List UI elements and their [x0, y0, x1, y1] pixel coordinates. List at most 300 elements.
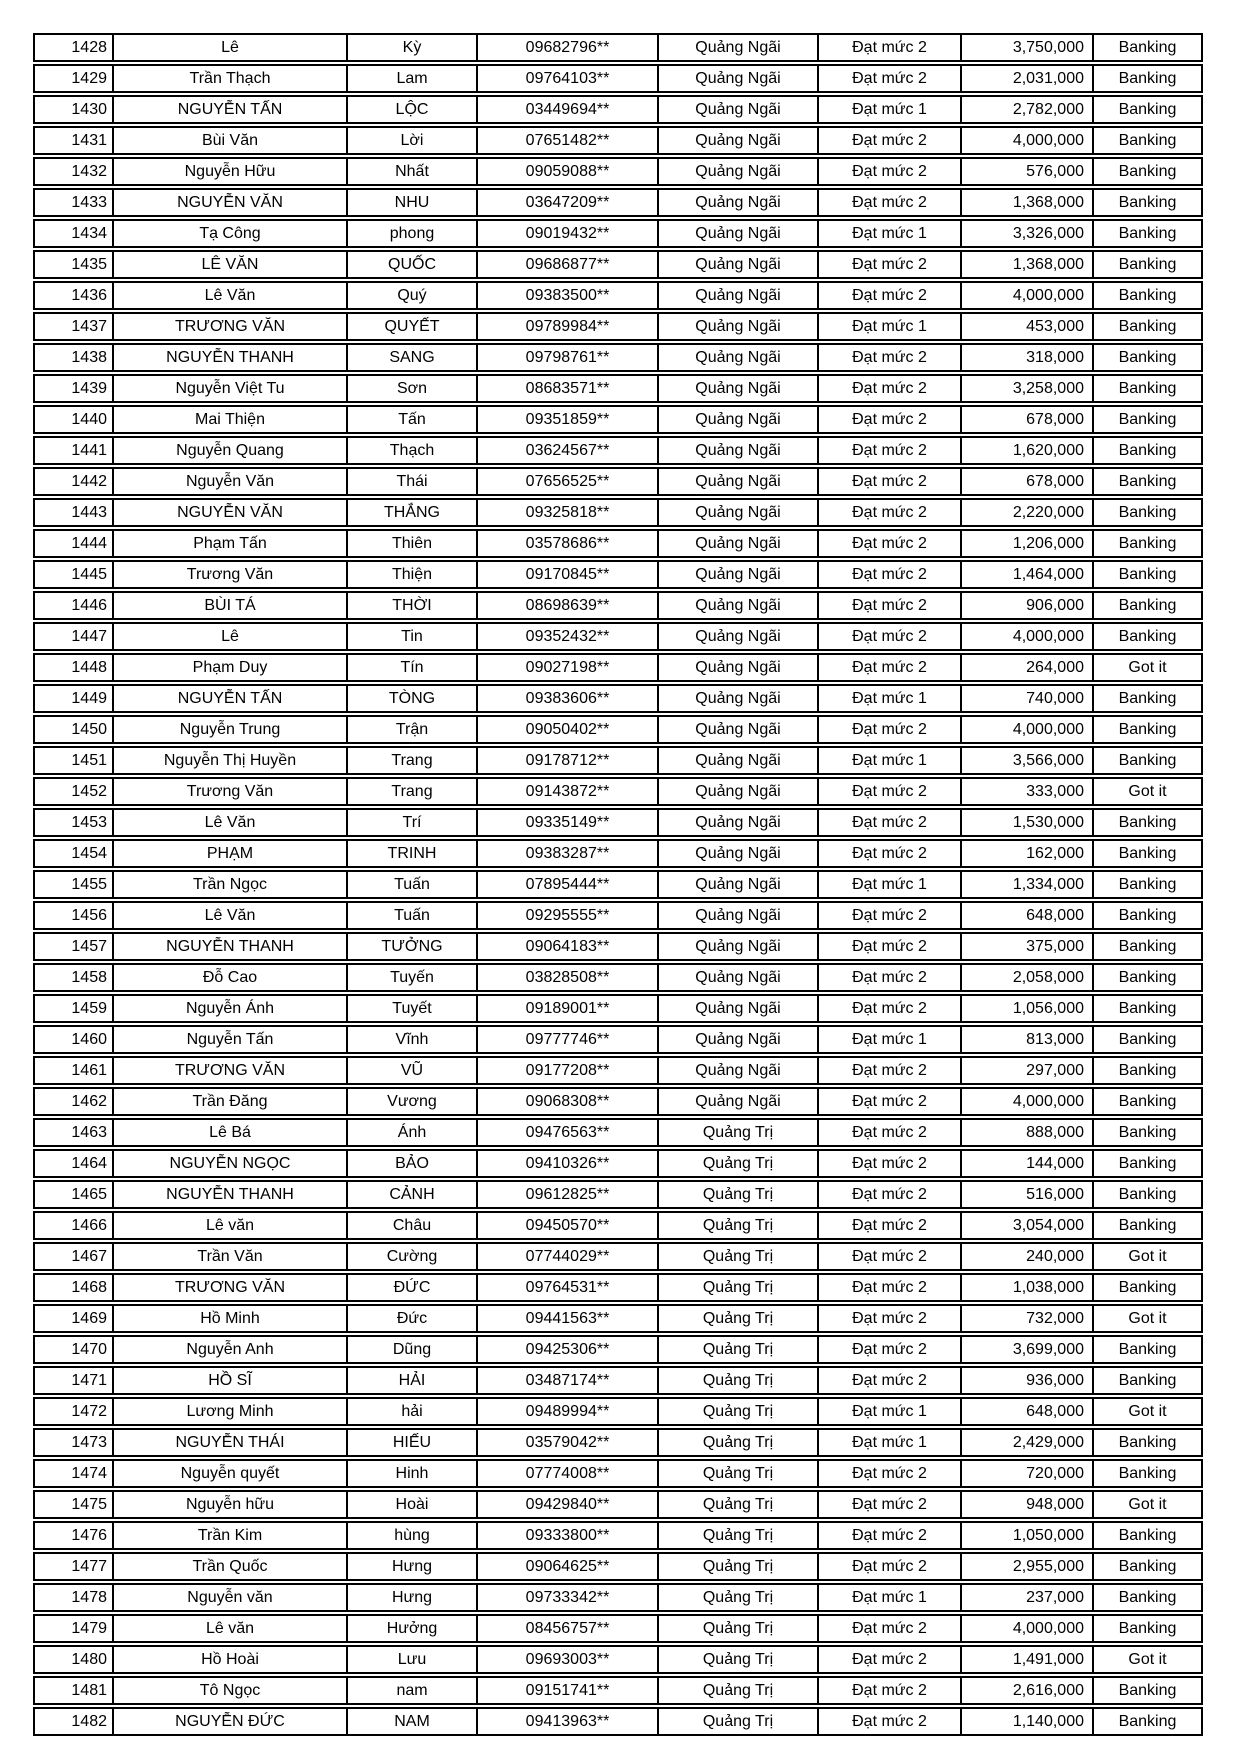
cell-amount: 516,000 [960, 1180, 1092, 1209]
cell-last-name: Lê [112, 622, 346, 651]
cell-first-name: NAM [346, 1707, 476, 1736]
table-row [33, 901, 1203, 930]
cell-level: Đạt mức 2 [817, 1552, 960, 1581]
cell-province: Quảng Ngãi [657, 343, 817, 372]
cell-last-name: Lê [112, 33, 346, 62]
cell-level: Đạt mức 2 [817, 1459, 960, 1488]
cell-last-name: Nguyễn Ánh [112, 994, 346, 1023]
cell-province: Quảng Ngãi [657, 188, 817, 217]
cell-amount: 240,000 [960, 1242, 1092, 1271]
cell-level: Đạt mức 2 [817, 405, 960, 434]
cell-level: Đạt mức 2 [817, 1242, 960, 1271]
cell-level: Đạt mức 2 [817, 622, 960, 651]
cell-phone: 09064183** [476, 932, 657, 961]
cell-first-name: Trang [346, 777, 476, 806]
cell-id: 1437 [33, 312, 112, 341]
cell-last-name: Trần Thạch [112, 64, 346, 93]
cell-id: 1446 [33, 591, 112, 620]
cell-amount: 678,000 [960, 467, 1092, 496]
cell-phone: 09764531** [476, 1273, 657, 1302]
cell-phone: 09489994** [476, 1397, 657, 1426]
cell-id: 1445 [33, 560, 112, 589]
cell-method: Banking [1092, 126, 1203, 155]
cell-first-name: Ánh [346, 1118, 476, 1147]
cell-amount: 1,620,000 [960, 436, 1092, 465]
table-row [33, 312, 1203, 341]
cell-id: 1454 [33, 839, 112, 868]
cell-phone: 09143872** [476, 777, 657, 806]
cell-phone: 09612825** [476, 1180, 657, 1209]
cell-id: 1479 [33, 1614, 112, 1643]
cell-last-name: Nguyễn hữu [112, 1490, 346, 1519]
cell-last-name: Phạm Duy [112, 653, 346, 682]
cell-method: Banking [1092, 715, 1203, 744]
cell-id: 1472 [33, 1397, 112, 1426]
cell-id: 1448 [33, 653, 112, 682]
cell-amount: 732,000 [960, 1304, 1092, 1333]
cell-id: 1474 [33, 1459, 112, 1488]
cell-level: Đạt mức 1 [817, 95, 960, 124]
cell-phone: 08456757** [476, 1614, 657, 1643]
cell-id: 1456 [33, 901, 112, 930]
cell-id: 1432 [33, 157, 112, 186]
cell-last-name: NGUYỄN ĐỨC [112, 1707, 346, 1736]
cell-level: Đạt mức 2 [817, 374, 960, 403]
cell-amount: 375,000 [960, 932, 1092, 961]
cell-amount: 4,000,000 [960, 1087, 1092, 1116]
cell-first-name: TRINH [346, 839, 476, 868]
cell-phone: 07744029** [476, 1242, 657, 1271]
cell-amount: 1,050,000 [960, 1521, 1092, 1550]
cell-amount: 1,491,000 [960, 1645, 1092, 1674]
cell-level: Đạt mức 2 [817, 1056, 960, 1085]
table-row [33, 467, 1203, 496]
cell-level: Đạt mức 2 [817, 1335, 960, 1364]
table-row [33, 95, 1203, 124]
cell-level: Đạt mức 2 [817, 1490, 960, 1519]
cell-phone: 09068308** [476, 1087, 657, 1116]
cell-amount: 4,000,000 [960, 281, 1092, 310]
cell-first-name: Tấn [346, 405, 476, 434]
cell-id: 1480 [33, 1645, 112, 1674]
cell-id: 1436 [33, 281, 112, 310]
table-row [33, 1676, 1203, 1705]
cell-level: Đạt mức 2 [817, 467, 960, 496]
cell-province: Quảng Ngãi [657, 498, 817, 527]
cell-id: 1465 [33, 1180, 112, 1209]
cell-province: Quảng Ngãi [657, 281, 817, 310]
cell-last-name: NGUYỄN VĂN [112, 498, 346, 527]
cell-amount: 2,955,000 [960, 1552, 1092, 1581]
cell-last-name: Đỗ Cao [112, 963, 346, 992]
cell-method: Banking [1092, 1707, 1203, 1736]
cell-last-name: NGUYỄN VĂN [112, 188, 346, 217]
cell-level: Đạt mức 2 [817, 932, 960, 961]
cell-province: Quảng Ngãi [657, 374, 817, 403]
cell-first-name: Trang [346, 746, 476, 775]
cell-first-name: Tuyến [346, 963, 476, 992]
cell-province: Quảng Trị [657, 1459, 817, 1488]
cell-first-name: BẢO [346, 1149, 476, 1178]
cell-method: Banking [1092, 1087, 1203, 1116]
cell-level: Đạt mức 2 [817, 1707, 960, 1736]
cell-province: Quảng Ngãi [657, 250, 817, 279]
cell-last-name: NGUYỄN TẤN [112, 684, 346, 713]
cell-level: Đạt mức 2 [817, 963, 960, 992]
table-row [33, 281, 1203, 310]
cell-phone: 09450570** [476, 1211, 657, 1240]
table-row [33, 1645, 1203, 1674]
cell-province: Quảng Ngãi [657, 157, 817, 186]
table-row [33, 932, 1203, 961]
cell-amount: 1,056,000 [960, 994, 1092, 1023]
cell-province: Quảng Trị [657, 1118, 817, 1147]
cell-province: Quảng Ngãi [657, 95, 817, 124]
table-row [33, 1087, 1203, 1116]
cell-amount: 648,000 [960, 901, 1092, 930]
cell-id: 1458 [33, 963, 112, 992]
table-row [33, 188, 1203, 217]
cell-phone: 09383500** [476, 281, 657, 310]
cell-amount: 162,000 [960, 839, 1092, 868]
table-row [33, 963, 1203, 992]
table-row [33, 1335, 1203, 1364]
cell-amount: 1,038,000 [960, 1273, 1092, 1302]
table-row [33, 1118, 1203, 1147]
cell-last-name: PHẠM [112, 839, 346, 868]
cell-phone: 09170845** [476, 560, 657, 589]
cell-method: Banking [1092, 157, 1203, 186]
table-row [33, 405, 1203, 434]
cell-phone: 09383287** [476, 839, 657, 868]
cell-phone: 09764103** [476, 64, 657, 93]
cell-amount: 1,368,000 [960, 250, 1092, 279]
table-row [33, 684, 1203, 713]
cell-id: 1467 [33, 1242, 112, 1271]
cell-id: 1452 [33, 777, 112, 806]
table-row [33, 1490, 1203, 1519]
cell-method: Banking [1092, 1676, 1203, 1705]
cell-first-name: hùng [346, 1521, 476, 1550]
cell-method: Banking [1092, 870, 1203, 899]
cell-province: Quảng Ngãi [657, 219, 817, 248]
cell-first-name: Thái [346, 467, 476, 496]
cell-phone: 09693003** [476, 1645, 657, 1674]
cell-phone: 09441563** [476, 1304, 657, 1333]
cell-method: Banking [1092, 1118, 1203, 1147]
cell-amount: 318,000 [960, 343, 1092, 372]
cell-province: Quảng Trị [657, 1397, 817, 1426]
cell-method: Banking [1092, 1180, 1203, 1209]
cell-method: Banking [1092, 1459, 1203, 1488]
cell-amount: 3,258,000 [960, 374, 1092, 403]
cell-last-name: Nguyễn Văn [112, 467, 346, 496]
cell-id: 1464 [33, 1149, 112, 1178]
table-row [33, 1459, 1203, 1488]
cell-id: 1439 [33, 374, 112, 403]
cell-level: Đạt mức 2 [817, 126, 960, 155]
cell-method: Banking [1092, 622, 1203, 651]
cell-amount: 1,334,000 [960, 870, 1092, 899]
table-row [33, 219, 1203, 248]
table-row [33, 622, 1203, 651]
cell-last-name: Nguyễn Hữu [112, 157, 346, 186]
cell-first-name: Tuấn [346, 901, 476, 930]
cell-province: Quảng Ngãi [657, 684, 817, 713]
cell-province: Quảng Trị [657, 1614, 817, 1643]
cell-level: Đạt mức 2 [817, 1087, 960, 1116]
cell-last-name: TRƯƠNG VĂN [112, 1056, 346, 1085]
cell-amount: 1,464,000 [960, 560, 1092, 589]
cell-last-name: Nguyễn Quang [112, 436, 346, 465]
cell-province: Quảng Ngãi [657, 746, 817, 775]
cell-level: Đạt mức 2 [817, 1273, 960, 1302]
cell-first-name: Vĩnh [346, 1025, 476, 1054]
table-row [33, 126, 1203, 155]
cell-phone: 09189001** [476, 994, 657, 1023]
cell-last-name: Lê Bá [112, 1118, 346, 1147]
cell-first-name: nam [346, 1676, 476, 1705]
cell-last-name: Nguyễn quyết [112, 1459, 346, 1488]
cell-amount: 2,031,000 [960, 64, 1092, 93]
cell-phone: 09383606** [476, 684, 657, 713]
cell-method: Banking [1092, 188, 1203, 217]
cell-method: Banking [1092, 591, 1203, 620]
cell-last-name: Trần Quốc [112, 1552, 346, 1581]
table-row [33, 1614, 1203, 1643]
cell-amount: 3,326,000 [960, 219, 1092, 248]
cell-method: Banking [1092, 839, 1203, 868]
table-row [33, 746, 1203, 775]
cell-level: Đạt mức 2 [817, 1614, 960, 1643]
cell-amount: 264,000 [960, 653, 1092, 682]
cell-last-name: Tạ Công [112, 219, 346, 248]
cell-level: Đạt mức 2 [817, 1304, 960, 1333]
cell-last-name: Mai Thiện [112, 405, 346, 434]
table-row [33, 529, 1203, 558]
cell-amount: 4,000,000 [960, 715, 1092, 744]
table-row [33, 591, 1203, 620]
cell-method: Got it [1092, 1645, 1203, 1674]
cell-first-name: Hưởng [346, 1614, 476, 1643]
table-row [33, 1304, 1203, 1333]
cell-method: Banking [1092, 64, 1203, 93]
cell-amount: 237,000 [960, 1583, 1092, 1612]
cell-level: Đạt mức 2 [817, 560, 960, 589]
cell-level: Đạt mức 1 [817, 870, 960, 899]
cell-last-name: BÙI TÁ [112, 591, 346, 620]
cell-level: Đạt mức 1 [817, 219, 960, 248]
cell-first-name: Hưng [346, 1552, 476, 1581]
cell-first-name: NHU [346, 188, 476, 217]
cell-id: 1462 [33, 1087, 112, 1116]
cell-method: Banking [1092, 808, 1203, 837]
cell-province: Quảng Trị [657, 1583, 817, 1612]
cell-province: Quảng Trị [657, 1428, 817, 1457]
cell-id: 1431 [33, 126, 112, 155]
cell-phone: 09325818** [476, 498, 657, 527]
cell-first-name: VŨ [346, 1056, 476, 1085]
cell-first-name: Trận [346, 715, 476, 744]
cell-first-name: Tin [346, 622, 476, 651]
cell-id: 1460 [33, 1025, 112, 1054]
cell-level: Đạt mức 2 [817, 529, 960, 558]
cell-first-name: QUỐC [346, 250, 476, 279]
cell-method: Banking [1092, 1335, 1203, 1364]
cell-province: Quảng Ngãi [657, 591, 817, 620]
cell-method: Banking [1092, 1273, 1203, 1302]
cell-province: Quảng Ngãi [657, 529, 817, 558]
table-body [33, 33, 1203, 1736]
cell-last-name: Bùi Văn [112, 126, 346, 155]
cell-method: Banking [1092, 312, 1203, 341]
cell-method: Banking [1092, 529, 1203, 558]
cell-province: Quảng Trị [657, 1180, 817, 1209]
cell-method: Banking [1092, 1366, 1203, 1395]
cell-id: 1470 [33, 1335, 112, 1364]
cell-amount: 4,000,000 [960, 622, 1092, 651]
cell-first-name: Châu [346, 1211, 476, 1240]
table-row [33, 343, 1203, 372]
cell-amount: 740,000 [960, 684, 1092, 713]
cell-province: Quảng Trị [657, 1521, 817, 1550]
cell-amount: 888,000 [960, 1118, 1092, 1147]
cell-province: Quảng Ngãi [657, 901, 817, 930]
cell-id: 1434 [33, 219, 112, 248]
table-row [33, 870, 1203, 899]
cell-first-name: Vương [346, 1087, 476, 1116]
cell-first-name: LỘC [346, 95, 476, 124]
cell-amount: 453,000 [960, 312, 1092, 341]
cell-phone: 09019432** [476, 219, 657, 248]
cell-phone: 07774008** [476, 1459, 657, 1488]
table-row [33, 1397, 1203, 1426]
cell-phone: 07656525** [476, 467, 657, 496]
cell-province: Quảng Trị [657, 1366, 817, 1395]
cell-last-name: NGUYỄN THANH [112, 343, 346, 372]
cell-first-name: Hinh [346, 1459, 476, 1488]
cell-level: Đạt mức 2 [817, 1211, 960, 1240]
cell-first-name: Thạch [346, 436, 476, 465]
cell-province: Quảng Ngãi [657, 1056, 817, 1085]
cell-last-name: Lương Minh [112, 1397, 346, 1426]
cell-level: Đạt mức 2 [817, 157, 960, 186]
table-row [33, 1149, 1203, 1178]
table-row [33, 1056, 1203, 1085]
cell-level: Đạt mức 2 [817, 1676, 960, 1705]
cell-first-name: HẢI [346, 1366, 476, 1395]
cell-level: Đạt mức 2 [817, 715, 960, 744]
cell-last-name: LÊ VĂN [112, 250, 346, 279]
cell-phone: 09335149** [476, 808, 657, 837]
cell-level: Đạt mức 2 [817, 281, 960, 310]
cell-province: Quảng Ngãi [657, 839, 817, 868]
cell-first-name: TƯỞNG [346, 932, 476, 961]
cell-first-name: Nhất [346, 157, 476, 186]
cell-id: 1475 [33, 1490, 112, 1519]
cell-last-name: Lê Văn [112, 901, 346, 930]
cell-phone: 09733342** [476, 1583, 657, 1612]
cell-method: Banking [1092, 994, 1203, 1023]
cell-level: Đạt mức 2 [817, 839, 960, 868]
table-row [33, 498, 1203, 527]
cell-phone: 09059088** [476, 157, 657, 186]
cell-phone: 07651482** [476, 126, 657, 155]
cell-first-name: THỜI [346, 591, 476, 620]
cell-id: 1442 [33, 467, 112, 496]
cell-id: 1430 [33, 95, 112, 124]
cell-amount: 906,000 [960, 591, 1092, 620]
cell-level: Đạt mức 2 [817, 994, 960, 1023]
cell-level: Đạt mức 2 [817, 188, 960, 217]
cell-amount: 2,220,000 [960, 498, 1092, 527]
cell-first-name: CẢNH [346, 1180, 476, 1209]
cell-id: 1457 [33, 932, 112, 961]
cell-method: Banking [1092, 1521, 1203, 1550]
cell-level: Đạt mức 2 [817, 777, 960, 806]
cell-id: 1435 [33, 250, 112, 279]
cell-last-name: Trần Kim [112, 1521, 346, 1550]
cell-method: Banking [1092, 901, 1203, 930]
cell-province: Quảng Ngãi [657, 808, 817, 837]
cell-first-name: HIẾU [346, 1428, 476, 1457]
table-row [33, 1552, 1203, 1581]
cell-first-name: ĐỨC [346, 1273, 476, 1302]
cell-last-name: Nguyễn Tấn [112, 1025, 346, 1054]
table-row [33, 250, 1203, 279]
cell-first-name: Sơn [346, 374, 476, 403]
cell-method: Got it [1092, 653, 1203, 682]
cell-phone: 08683571** [476, 374, 657, 403]
cell-province: Quảng Ngãi [657, 560, 817, 589]
cell-phone: 03828508** [476, 963, 657, 992]
cell-method: Banking [1092, 95, 1203, 124]
cell-first-name: phong [346, 219, 476, 248]
cell-first-name: Lam [346, 64, 476, 93]
cell-amount: 1,368,000 [960, 188, 1092, 217]
cell-phone: 09413963** [476, 1707, 657, 1736]
cell-last-name: Trần Ngọc [112, 870, 346, 899]
cell-phone: 03449694** [476, 95, 657, 124]
table-row [33, 715, 1203, 744]
cell-last-name: NGUYỄN NGỌC [112, 1149, 346, 1178]
cell-last-name: NGUYỄN THANH [112, 1180, 346, 1209]
cell-phone: 03579042** [476, 1428, 657, 1457]
cell-first-name: SANG [346, 343, 476, 372]
cell-last-name: Nguyễn văn [112, 1583, 346, 1612]
cell-phone: 09777746** [476, 1025, 657, 1054]
table-row [33, 436, 1203, 465]
table-row [33, 839, 1203, 868]
cell-first-name: Quý [346, 281, 476, 310]
cell-method: Banking [1092, 219, 1203, 248]
cell-id: 1429 [33, 64, 112, 93]
cell-amount: 2,429,000 [960, 1428, 1092, 1457]
cell-amount: 2,616,000 [960, 1676, 1092, 1705]
cell-last-name: Lê Văn [112, 281, 346, 310]
cell-province: Quảng Trị [657, 1676, 817, 1705]
cell-id: 1441 [33, 436, 112, 465]
cell-phone: 07895444** [476, 870, 657, 899]
cell-id: 1481 [33, 1676, 112, 1705]
cell-level: Đạt mức 2 [817, 33, 960, 62]
cell-province: Quảng Ngãi [657, 33, 817, 62]
cell-province: Quảng Trị [657, 1273, 817, 1302]
cell-phone: 09050402** [476, 715, 657, 744]
cell-amount: 576,000 [960, 157, 1092, 186]
table-row [33, 64, 1203, 93]
cell-last-name: Nguyễn Anh [112, 1335, 346, 1364]
